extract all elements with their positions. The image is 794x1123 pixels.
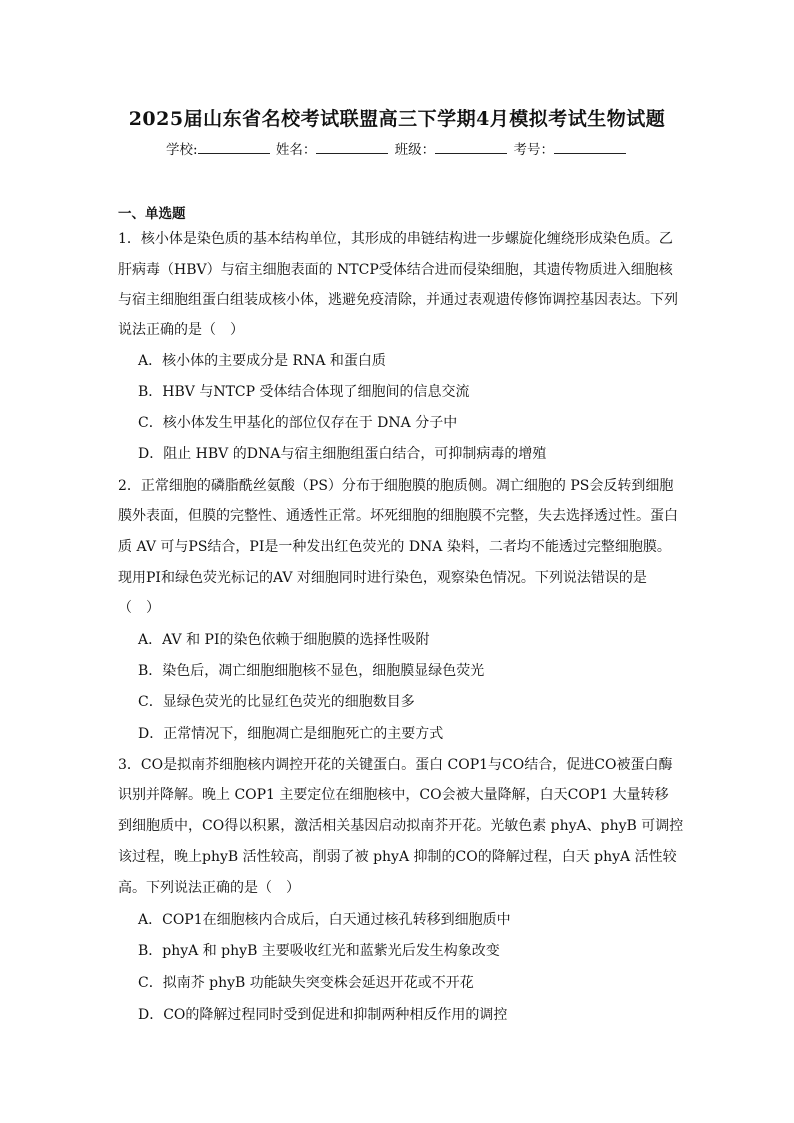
question-3-line: 3．CO是拟南芥细胞核内调控开花的关键蛋白。蛋白 COP1与CO结合，促进CO被蛋白酶 — [118, 757, 673, 773]
number-blank[interactable] — [554, 141, 626, 154]
question-2-option-c: C．显绿色荧光的比显红色荧光的细胞数目多 — [138, 694, 415, 710]
question-3-option-c: C．拟南芥 phyB 功能缺失突变株会延迟开花或不开花 — [138, 975, 474, 991]
question-2-line: 膜外表面，但膜的完整性、通透性正常。坏死细胞的细胞膜不完整，失去选择透过性。蛋白 — [118, 508, 678, 524]
question-1-line: 说法正确的是（ ） — [118, 322, 244, 338]
name-label: 姓名： — [275, 142, 317, 158]
question-2-line: 现用PI和绿色荧光标记的AV 对细胞同时进行染色，观察染色情况。下列说法错误的是 — [118, 570, 647, 586]
question-1-option-b: B．HBV 与NTCP 受体结合体现了细胞间的信息交流 — [138, 384, 470, 400]
class-blank[interactable] — [435, 141, 507, 154]
question-1-line: 肝病毒（HBV）与宿主细胞表面的 NTCP受体结合进而侵染细胞，其遗传物质进入细胞核 — [118, 262, 673, 278]
student-info-row — [0, 138, 794, 158]
question-2-option-a: A．AV 和 PI的染色依赖于细胞膜的选择性吸附 — [138, 632, 430, 648]
question-1-option-d: D．阻止 HBV 的DNA与宿主细胞组蛋白结合，可抑制病毒的增殖 — [138, 446, 547, 462]
question-1-line: 与宿主细胞组蛋白组装成核小体，逃避免疫清除，并通过表观遗传修饰调控基因表达。下列 — [118, 292, 678, 308]
question-1-option-c: C．核小体发生甲基化的部位仅存在于 DNA 分子中 — [138, 415, 458, 431]
question-2-line: （ ） — [118, 600, 160, 616]
question-3-line: 该过程，晚上phyB 活性较高，削弱了被 phyA 抑制的CO的降解过程，白天 phyA 活性较 — [118, 849, 677, 865]
page-title: 2025届山东省名校考试联盟高三下学期4月模拟考试生物试题 — [128, 108, 666, 130]
number-label: 考号： — [513, 142, 554, 158]
school-blank[interactable] — [198, 141, 270, 154]
question-3-line: 高。下列说法正确的是（ ） — [118, 880, 300, 896]
question-1-option-a: A．核小体的主要成分是 RNA 和蛋白质 — [138, 353, 386, 369]
class-label: 班级： — [394, 142, 436, 158]
question-3-option-b: B．phyA 和 phyB 主要吸收红光和蓝紫光后发生构象改变 — [138, 943, 500, 959]
name-blank[interactable] — [316, 141, 388, 154]
question-2-line: 2．正常细胞的磷脂酰丝氨酸（PS）分布于细胞膜的胞质侧。凋亡细胞的 PS会反转到细胞 — [118, 478, 674, 494]
question-3-option-d: D．CO的降解过程同时受到促进和抑制两种相反作用的调控 — [138, 1007, 508, 1023]
question-3-line: 识别并降解。晚上 COP1 主要定位在细胞核中，CO会被大量降解，白天COP1 大量转移 — [118, 787, 669, 803]
question-3-line: 到细胞质中，CO得以积累，激活相关基因启动拟南芥开花。光敏色素 phyA、phyB 可调控 — [118, 818, 684, 834]
question-2-option-b: B．染色后，凋亡细胞细胞核不显色，细胞膜显绿色荧光 — [138, 663, 485, 679]
school-label: 学校: — [166, 142, 198, 158]
question-2-line: 质 AV 可与PS结合，PI是一种发出红色荧光的 DNA 染料，二者均不能透过完整细胞膜。 — [118, 539, 671, 555]
question-2-option-d: D．正常情况下，细胞凋亡是细胞死亡的主要方式 — [138, 726, 444, 742]
question-1-line: 1．核小体是染色质的基本结构单位，其形成的串链结构进一步螺旋化缠绕形成染色质。乙 — [118, 231, 673, 247]
section-heading: 一、单选题 — [118, 206, 186, 222]
question-3-option-a: A．COP1在细胞核内合成后，白天通过核孔转移到细胞质中 — [138, 912, 511, 928]
